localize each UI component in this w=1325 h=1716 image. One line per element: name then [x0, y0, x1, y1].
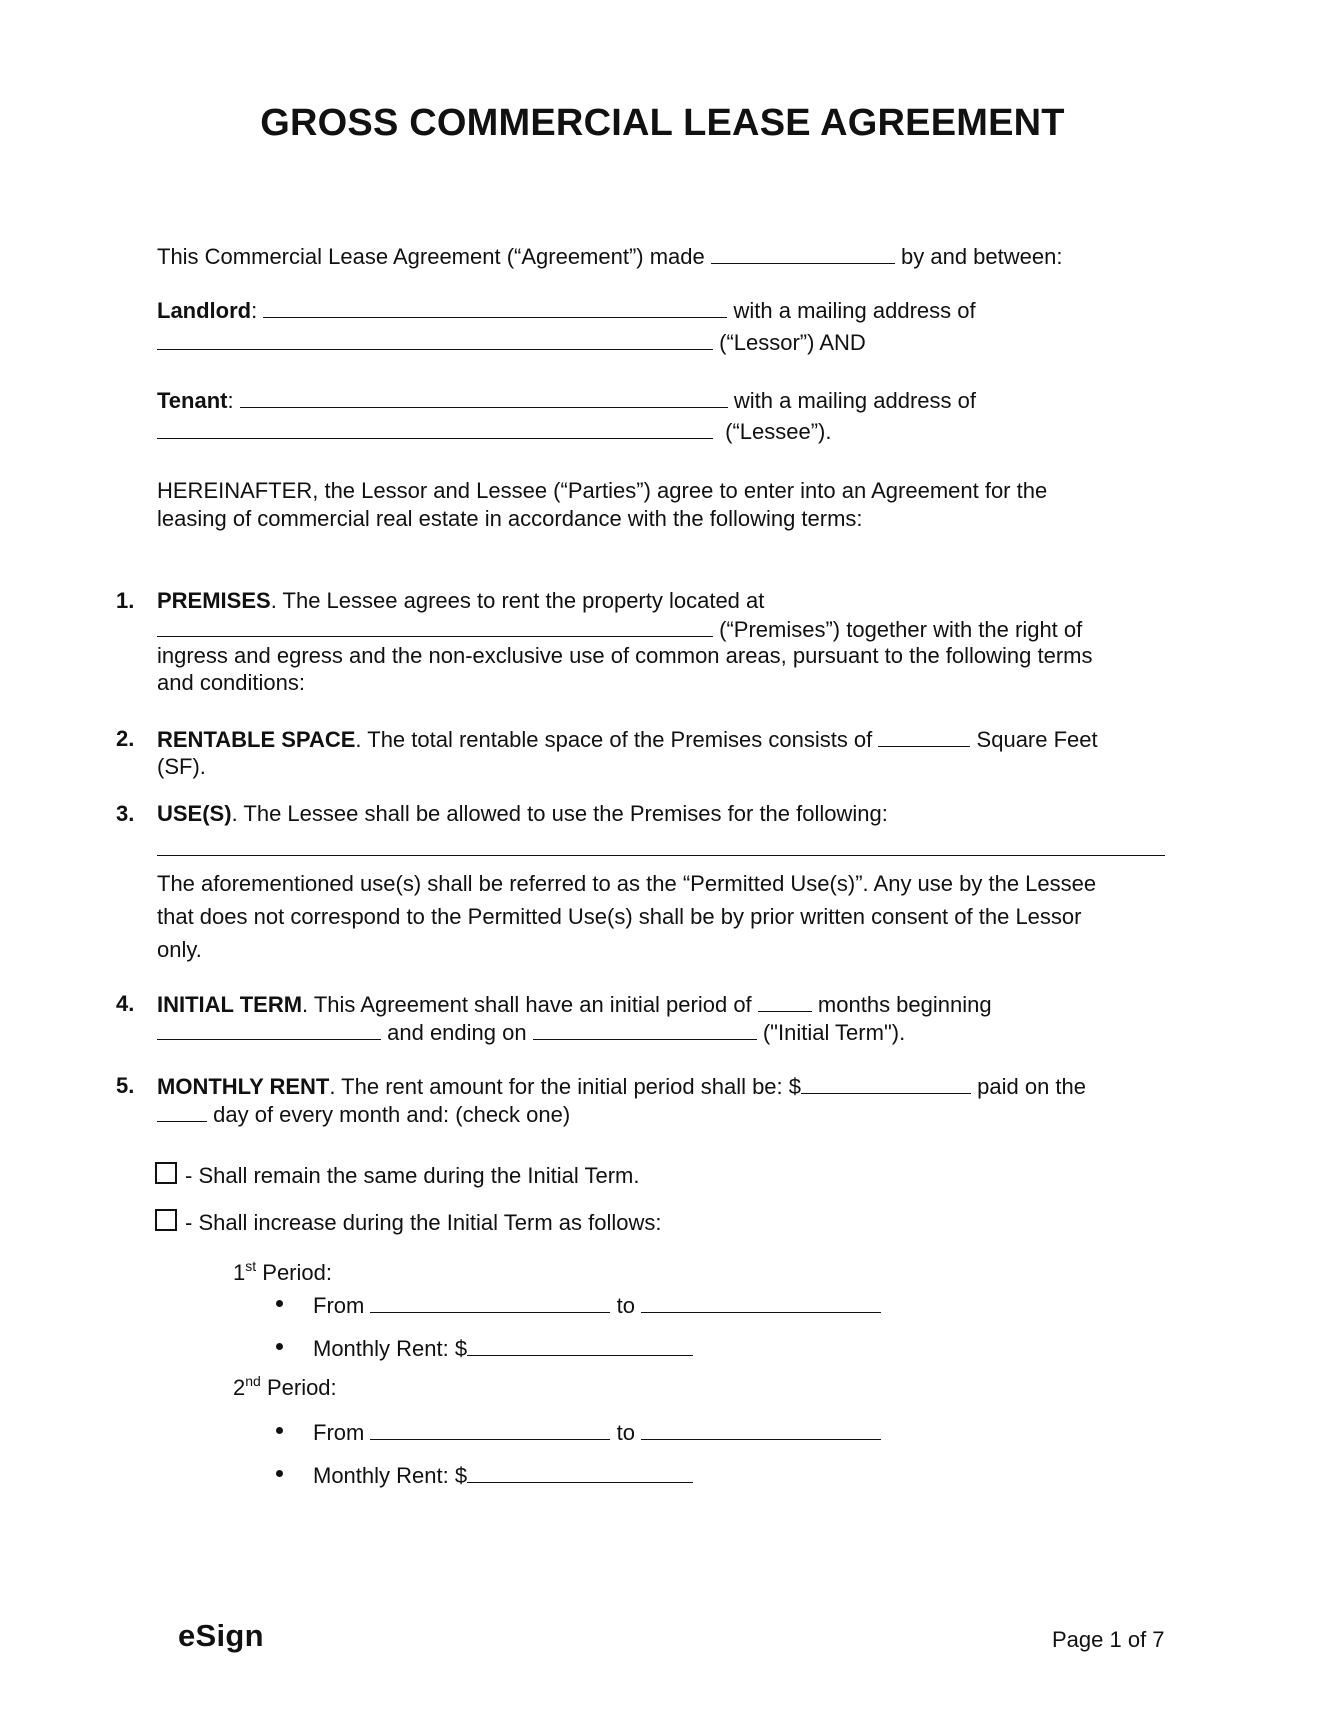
period-2-rent-line [313, 1462, 693, 1489]
landlord-name-field[interactable] [263, 297, 727, 318]
square-feet-label: Square Feet [976, 727, 1098, 752]
intro-lead: This Commercial Lease Agreement (“Agreement”) made [157, 244, 705, 269]
period-1-rent-line [313, 1335, 693, 1362]
section-1-line-3: ingress and egress and the non-exclusive use of common areas, pursuant to the following terms [157, 643, 1093, 668]
premises-address-field[interactable] [157, 616, 713, 637]
ending-on-label: and ending on [387, 1020, 527, 1045]
tenant-name-field[interactable] [240, 387, 728, 408]
period-2-text: Period: [266, 1375, 337, 1400]
rent-same-checkbox[interactable] [155, 1162, 177, 1184]
period-2-suffix: nd [245, 1373, 261, 1389]
section-1-line-4: and conditions: [157, 670, 305, 695]
hereinafter-line-2: leasing of commercial real estate in accordance with the following terms: [157, 506, 863, 531]
tenant-line [157, 387, 976, 414]
section-1-line-2 [157, 616, 1082, 643]
landlord-address-line [157, 329, 866, 356]
period-2-rent-field[interactable] [467, 1462, 693, 1483]
period-2-ordinal: 2 [233, 1375, 246, 1400]
lessee-role: (“Lessee”). [725, 419, 832, 444]
tenant-colon: : [227, 388, 234, 413]
section-4-line-1 [157, 991, 992, 1018]
from-label: From [313, 1420, 365, 1445]
period-2-to-field[interactable] [641, 1419, 881, 1440]
from-label: From [313, 1293, 365, 1318]
intro-tail: by and between: [901, 244, 1063, 269]
section-5-number: 5. [116, 1073, 135, 1098]
bullet-icon [276, 1470, 283, 1477]
bullet-icon [276, 1300, 283, 1307]
section-4-heading: INITIAL TERM [157, 992, 303, 1017]
period-1-text: Period: [262, 1260, 332, 1285]
section-3-para-3: only. [157, 937, 202, 962]
landlord-label: Landlord [157, 298, 252, 323]
months-beginning-label: months beginning [817, 992, 992, 1017]
agreement-date-field[interactable] [711, 243, 895, 264]
initial-term-definition: ("Initial Term"). [762, 1020, 906, 1045]
section-3-text: . The Lessee shall be allowed to use the Premises for the following: [231, 801, 888, 826]
square-feet-field[interactable] [878, 726, 970, 747]
rent-due-day-field[interactable] [157, 1101, 207, 1122]
landlord-address-text: with a mailing address of [733, 298, 976, 323]
term-start-date-field[interactable] [157, 1019, 381, 1040]
section-4-text: . This Agreement shall have an initial period of [302, 992, 752, 1017]
tenant-address-text: with a mailing address of [733, 388, 976, 413]
period-1-suffix: st [245, 1258, 257, 1274]
rent-amount-field[interactable] [801, 1073, 971, 1094]
tenant-label: Tenant [157, 388, 228, 413]
rent-increase-checkbox[interactable] [155, 1209, 177, 1231]
period-1-from-line [313, 1292, 881, 1319]
tenant-address-line [157, 418, 831, 445]
section-2-number: 2. [116, 726, 135, 751]
section-3-number: 3. [116, 801, 135, 826]
period-1-to-field[interactable] [641, 1292, 881, 1313]
section-1-heading: PREMISES [157, 588, 271, 613]
period-1-from-field[interactable] [370, 1292, 610, 1313]
period-1-ordinal: 1 [233, 1260, 246, 1285]
tenant-address-field[interactable] [157, 418, 713, 439]
section-1-line-1 [157, 588, 764, 614]
monthly-rent-label: Monthly Rent: $ [313, 1463, 468, 1488]
period-1-label [233, 1260, 332, 1286]
document-title: GROSS COMMERCIAL LEASE AGREEMENT [260, 102, 1065, 144]
period-2-from-field[interactable] [370, 1419, 610, 1440]
paid-on-label: paid on the [977, 1074, 1087, 1099]
to-label: to [616, 1420, 635, 1445]
monthly-rent-label: Monthly Rent: $ [313, 1336, 468, 1361]
rent-increase-label: - Shall increase during the Initial Term as follows: [185, 1210, 662, 1235]
section-3-line-1 [157, 801, 888, 827]
due-day-label: day of every month and: (check one) [213, 1102, 571, 1127]
bullet-icon [276, 1343, 283, 1350]
section-1-number: 1. [116, 588, 135, 613]
term-end-date-field[interactable] [533, 1019, 757, 1040]
section-2-heading: RENTABLE SPACE [157, 727, 356, 752]
section-2-line-1 [157, 726, 1098, 753]
permitted-uses-field[interactable] [157, 835, 1165, 856]
esign-logo: eSign [178, 1618, 264, 1653]
landlord-colon: : [251, 298, 258, 323]
section-2-line-2: (SF). [157, 754, 206, 779]
term-months-field[interactable] [758, 991, 812, 1012]
period-2-label [233, 1375, 337, 1401]
landlord-address-field[interactable] [157, 329, 713, 350]
intro-line [157, 243, 1062, 270]
hereinafter-line-1: HEREINAFTER, the Lessor and Lessee (“Parties”) agree to enter into an Agreement for the [157, 478, 1048, 503]
rent-same-label: - Shall remain the same during the Initial Term. [185, 1163, 640, 1188]
period-2-from-line [313, 1419, 881, 1446]
premises-definition: (“Premises”) together with the right of [719, 617, 1083, 642]
section-3-heading: USE(S) [157, 801, 232, 826]
page-number: Page 1 of 7 [1052, 1627, 1165, 1652]
uses-line [157, 835, 1165, 862]
period-1-rent-field[interactable] [467, 1335, 693, 1356]
section-2-text: . The total rentable space of the Premises consists of [355, 727, 873, 752]
bullet-icon [276, 1427, 283, 1434]
section-3-para-2: that does not correspond to the Permitted Use(s) shall be by prior written consent of the Lessor [157, 904, 1082, 929]
section-5-text: . The rent amount for the initial period shall be: $ [329, 1074, 802, 1099]
section-1-text: . The Lessee agrees to rent the property located at [270, 588, 765, 613]
section-5-line-2 [157, 1101, 570, 1128]
section-4-line-2 [157, 1019, 905, 1046]
landlord-line [157, 297, 976, 324]
section-5-heading: MONTHLY RENT [157, 1074, 330, 1099]
section-3-para-1: The aforementioned use(s) shall be referred to as the “Permitted Use(s)”. Any use by the Lessee [157, 871, 1097, 896]
section-4-number: 4. [116, 991, 135, 1016]
section-5-line-1 [157, 1073, 1086, 1100]
to-label: to [616, 1293, 635, 1318]
lessor-role: (“Lessor”) AND [719, 330, 866, 355]
